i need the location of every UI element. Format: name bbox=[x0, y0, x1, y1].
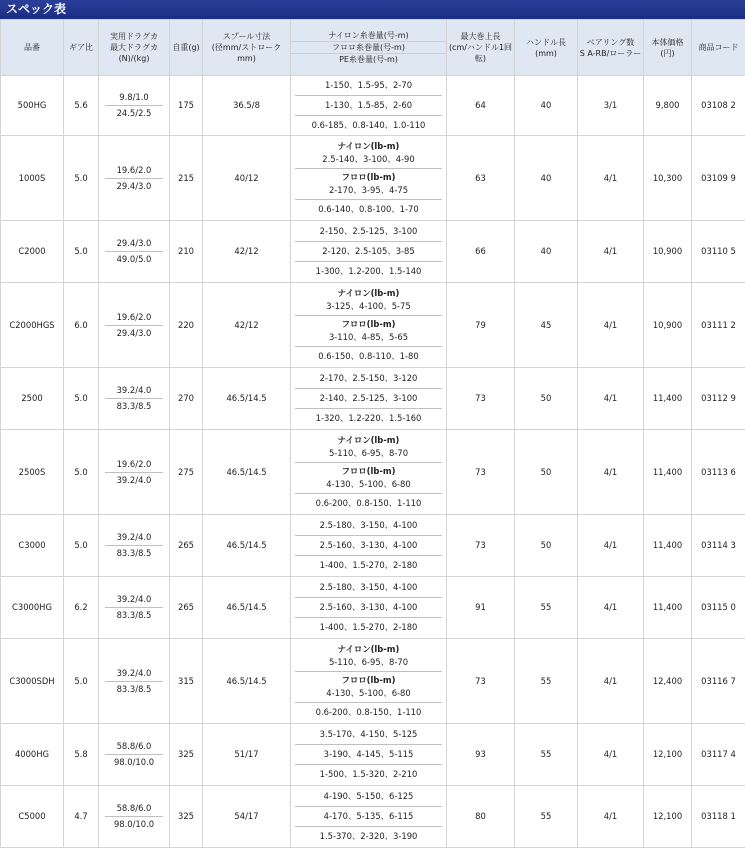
line-capacity-entry bbox=[295, 316, 442, 347]
table-row bbox=[1, 76, 745, 136]
header-price-unit: (円) bbox=[644, 48, 691, 59]
retrieve-cell: 80 bbox=[447, 786, 515, 848]
header-code: 商品コード bbox=[692, 20, 745, 76]
line-capacity-value: 2.5-160、3-130、4-100 bbox=[295, 601, 442, 614]
line-capacity-entry bbox=[295, 765, 442, 784]
header-handle-unit: (mm) bbox=[515, 48, 577, 59]
line-capacity-cell bbox=[291, 786, 447, 848]
line-capacity-label: フロロ(lb-m) bbox=[295, 318, 442, 331]
line-capacity-entry bbox=[295, 432, 442, 463]
bearing-cell: 4/1 bbox=[578, 724, 644, 786]
line-capacity-value: 2.5-160、3-130、4-100 bbox=[295, 539, 442, 552]
line-capacity-value: 0.6-185、0.8-140、1.0-110 bbox=[295, 119, 442, 132]
price-cell: 10,900 bbox=[644, 283, 692, 368]
line-capacity-value: 0.6-150、0.8-110、1-80 bbox=[295, 350, 442, 363]
retrieve-cell: 73 bbox=[447, 515, 515, 577]
line-capacity-value: 3.5-170、4-150、5-125 bbox=[295, 728, 442, 741]
model-cell: 1000S bbox=[1, 136, 64, 221]
line-capacity-value: 2.5-180、3-150、4-100 bbox=[295, 581, 442, 594]
header-spool-title: スプール寸法 bbox=[203, 31, 290, 42]
drag-actual-value: 58.8/6.0 bbox=[105, 739, 163, 755]
bearing-cell: 4/1 bbox=[578, 639, 644, 724]
line-capacity-value: 1-500、1.5-320、2-210 bbox=[295, 768, 442, 781]
gear-ratio-cell: 5.0 bbox=[64, 136, 99, 221]
spool-cell: 46.5/14.5 bbox=[203, 430, 291, 515]
drag-cell bbox=[99, 283, 170, 368]
bearing-cell: 4/1 bbox=[578, 577, 644, 639]
product-code-cell: 03118 1 bbox=[692, 786, 745, 848]
line-capacity-value: 2.5-140、3-100、4-90 bbox=[295, 153, 442, 166]
drag-actual-value: 39.2/4.0 bbox=[105, 530, 163, 546]
line-capacity-value: 0.6-140、0.8-100、1-70 bbox=[295, 203, 442, 216]
handle-length-cell: 55 bbox=[515, 639, 578, 724]
drag-cell bbox=[99, 724, 170, 786]
line-capacity-value: 2.5-180、3-150、4-100 bbox=[295, 519, 442, 532]
drag-max-value: 29.4/3.0 bbox=[105, 179, 163, 194]
weight-cell: 275 bbox=[170, 430, 203, 515]
line-capacity-entry bbox=[295, 242, 442, 262]
bearing-cell: 3/1 bbox=[578, 76, 644, 136]
line-capacity-entry bbox=[295, 807, 442, 827]
weight-cell: 265 bbox=[170, 515, 203, 577]
price-cell: 10,300 bbox=[644, 136, 692, 221]
product-code-cell: 03114 3 bbox=[692, 515, 745, 577]
drag-cell bbox=[99, 786, 170, 848]
weight-cell: 175 bbox=[170, 76, 203, 136]
line-capacity-entry bbox=[295, 672, 442, 703]
drag-max-value: 83.3/8.5 bbox=[105, 399, 163, 414]
drag-cell bbox=[99, 368, 170, 430]
line-capacity-cell bbox=[291, 515, 447, 577]
line-capacity-entry bbox=[295, 369, 442, 389]
gear-ratio-cell: 6.2 bbox=[64, 577, 99, 639]
drag-actual-value: 29.4/3.0 bbox=[105, 236, 163, 252]
weight-cell: 325 bbox=[170, 786, 203, 848]
price-cell: 11,400 bbox=[644, 368, 692, 430]
handle-length-cell: 50 bbox=[515, 515, 578, 577]
drag-cell bbox=[99, 221, 170, 283]
handle-length-cell: 40 bbox=[515, 136, 578, 221]
model-cell: C3000 bbox=[1, 515, 64, 577]
product-code-cell: 03117 4 bbox=[692, 724, 745, 786]
line-capacity-entry bbox=[295, 200, 442, 219]
weight-cell: 215 bbox=[170, 136, 203, 221]
line-capacity-entry bbox=[295, 138, 442, 169]
line-capacity-cell bbox=[291, 136, 447, 221]
model-cell: 2500S bbox=[1, 430, 64, 515]
spool-cell: 46.5/14.5 bbox=[203, 577, 291, 639]
header-row bbox=[1, 20, 745, 76]
line-capacity-value: 1.5-370、2-320、3-190 bbox=[295, 830, 442, 843]
gear-ratio-cell: 5.0 bbox=[64, 430, 99, 515]
drag-cell bbox=[99, 136, 170, 221]
price-cell: 12,400 bbox=[644, 639, 692, 724]
line-capacity-entry bbox=[295, 262, 442, 281]
drag-max-value: 24.5/2.5 bbox=[105, 106, 163, 121]
product-code-cell: 03116 7 bbox=[692, 639, 745, 724]
table-row bbox=[1, 221, 745, 283]
line-capacity-entry bbox=[295, 96, 442, 116]
header-drag bbox=[99, 20, 170, 76]
model-cell: 2500 bbox=[1, 368, 64, 430]
line-capacity-entry bbox=[295, 463, 442, 494]
line-capacity-cell bbox=[291, 639, 447, 724]
drag-cell bbox=[99, 515, 170, 577]
bearing-cell: 4/1 bbox=[578, 786, 644, 848]
spool-cell: 36.5/8 bbox=[203, 76, 291, 136]
model-cell: C3000HG bbox=[1, 577, 64, 639]
header-capacity bbox=[291, 20, 447, 76]
table-row bbox=[1, 515, 745, 577]
line-capacity-value: 3-110、4-85、5-65 bbox=[295, 331, 442, 344]
spool-cell: 46.5/14.5 bbox=[203, 368, 291, 430]
handle-length-cell: 50 bbox=[515, 430, 578, 515]
price-cell: 12,100 bbox=[644, 724, 692, 786]
header-retrieve-unit: (cm/ハンドル1回転) bbox=[447, 42, 514, 64]
line-capacity-value: 0.6-200、0.8-150、1-110 bbox=[295, 706, 442, 719]
spool-cell: 42/12 bbox=[203, 283, 291, 368]
line-capacity-cell bbox=[291, 430, 447, 515]
price-cell: 10,900 bbox=[644, 221, 692, 283]
line-capacity-entry bbox=[295, 222, 442, 242]
gear-ratio-cell: 5.0 bbox=[64, 368, 99, 430]
weight-cell: 315 bbox=[170, 639, 203, 724]
line-capacity-cell bbox=[291, 368, 447, 430]
table-row bbox=[1, 724, 745, 786]
spool-cell: 51/17 bbox=[203, 724, 291, 786]
line-capacity-label: ナイロン(lb-m) bbox=[295, 287, 442, 300]
spec-table-title: スペック表 bbox=[0, 0, 745, 19]
line-capacity-entry bbox=[295, 516, 442, 536]
retrieve-cell: 73 bbox=[447, 368, 515, 430]
gear-ratio-cell: 5.0 bbox=[64, 639, 99, 724]
drag-max-value: 98.0/10.0 bbox=[105, 817, 163, 832]
drag-max-value: 49.0/5.0 bbox=[105, 252, 163, 267]
drag-max-value: 83.3/8.5 bbox=[105, 546, 163, 561]
line-capacity-cell bbox=[291, 724, 447, 786]
drag-cell bbox=[99, 76, 170, 136]
line-capacity-cell bbox=[291, 283, 447, 368]
header-handle bbox=[515, 20, 578, 76]
retrieve-cell: 93 bbox=[447, 724, 515, 786]
line-capacity-label: フロロ(lb-m) bbox=[295, 171, 442, 184]
drag-actual-value: 19.6/2.0 bbox=[105, 163, 163, 179]
line-capacity-label: フロロ(lb-m) bbox=[295, 674, 442, 687]
header-bearing bbox=[578, 20, 644, 76]
model-cell: 500HG bbox=[1, 76, 64, 136]
line-capacity-value: 1-130、1.5-85、2-60 bbox=[295, 99, 442, 112]
weight-cell: 325 bbox=[170, 724, 203, 786]
spec-table bbox=[0, 19, 745, 848]
header-bearing-title: ベアリング数 bbox=[578, 37, 643, 48]
model-cell: C2000HGS bbox=[1, 283, 64, 368]
spool-cell: 46.5/14.5 bbox=[203, 639, 291, 724]
retrieve-cell: 66 bbox=[447, 221, 515, 283]
spec-table-body bbox=[1, 76, 745, 848]
line-capacity-label: ナイロン(lb-m) bbox=[295, 140, 442, 153]
gear-ratio-cell: 5.6 bbox=[64, 76, 99, 136]
weight-cell: 265 bbox=[170, 577, 203, 639]
handle-length-cell: 40 bbox=[515, 76, 578, 136]
line-capacity-entry bbox=[295, 116, 442, 135]
bearing-cell: 4/1 bbox=[578, 221, 644, 283]
header-cap-pe: PE糸巻量(号-m) bbox=[291, 54, 446, 65]
bearing-cell: 4/1 bbox=[578, 368, 644, 430]
line-capacity-cell bbox=[291, 221, 447, 283]
spool-cell: 42/12 bbox=[203, 221, 291, 283]
table-row bbox=[1, 430, 745, 515]
line-capacity-entry bbox=[295, 725, 442, 745]
line-capacity-value: 2-120、2.5-105、3-85 bbox=[295, 245, 442, 258]
retrieve-cell: 73 bbox=[447, 430, 515, 515]
price-cell: 11,400 bbox=[644, 577, 692, 639]
header-spool bbox=[203, 20, 291, 76]
header-spool-unit: (径mm/ストロークmm) bbox=[203, 42, 290, 64]
spool-cell: 40/12 bbox=[203, 136, 291, 221]
product-code-cell: 03113 6 bbox=[692, 430, 745, 515]
model-cell: C5000 bbox=[1, 786, 64, 848]
drag-cell bbox=[99, 577, 170, 639]
line-capacity-label: ナイロン(lb-m) bbox=[295, 643, 442, 656]
line-capacity-entry bbox=[295, 578, 442, 598]
line-capacity-entry bbox=[295, 169, 442, 200]
header-weight: 自重(g) bbox=[170, 20, 203, 76]
line-capacity-value: 2-140、2.5-125、3-100 bbox=[295, 392, 442, 405]
drag-actual-value: 9.8/1.0 bbox=[105, 90, 163, 106]
price-cell: 9,800 bbox=[644, 76, 692, 136]
line-capacity-entry bbox=[295, 787, 442, 807]
table-row bbox=[1, 577, 745, 639]
drag-max-value: 83.3/8.5 bbox=[105, 608, 163, 623]
line-capacity-entry bbox=[295, 285, 442, 316]
gear-ratio-cell: 6.0 bbox=[64, 283, 99, 368]
table-row bbox=[1, 786, 745, 848]
product-code-cell: 03112 9 bbox=[692, 368, 745, 430]
retrieve-cell: 63 bbox=[447, 136, 515, 221]
table-row bbox=[1, 283, 745, 368]
retrieve-cell: 73 bbox=[447, 639, 515, 724]
table-row bbox=[1, 136, 745, 221]
spool-cell: 46.5/14.5 bbox=[203, 515, 291, 577]
bearing-cell: 4/1 bbox=[578, 515, 644, 577]
drag-max-value: 98.0/10.0 bbox=[105, 755, 163, 770]
gear-ratio-cell: 5.0 bbox=[64, 515, 99, 577]
line-capacity-value: 1-150、1.5-95、2-70 bbox=[295, 79, 442, 92]
price-cell: 12,100 bbox=[644, 786, 692, 848]
header-handle-title: ハンドル長 bbox=[515, 37, 577, 48]
drag-actual-value: 39.2/4.0 bbox=[105, 666, 163, 682]
handle-length-cell: 45 bbox=[515, 283, 578, 368]
line-capacity-value: 5-110、6-95、8-70 bbox=[295, 656, 442, 669]
drag-cell bbox=[99, 430, 170, 515]
drag-max-value: 29.4/3.0 bbox=[105, 326, 163, 341]
bearing-cell: 4/1 bbox=[578, 136, 644, 221]
drag-max-value: 39.2/4.0 bbox=[105, 473, 163, 488]
drag-actual-value: 58.8/6.0 bbox=[105, 801, 163, 817]
header-bearing-unit: S A-RB/ローラー bbox=[578, 48, 643, 59]
line-capacity-entry bbox=[295, 618, 442, 637]
line-capacity-cell bbox=[291, 577, 447, 639]
header-model: 品番 bbox=[1, 20, 64, 76]
drag-actual-value: 19.6/2.0 bbox=[105, 310, 163, 326]
line-capacity-entry bbox=[295, 389, 442, 409]
table-row bbox=[1, 368, 745, 430]
line-capacity-value: 4-130、5-100、6-80 bbox=[295, 478, 442, 491]
handle-length-cell: 55 bbox=[515, 724, 578, 786]
line-capacity-value: 1-300、1.2-200、1.5-140 bbox=[295, 265, 442, 278]
gear-ratio-cell: 5.8 bbox=[64, 724, 99, 786]
line-capacity-value: 3-125、4-100、5-75 bbox=[295, 300, 442, 313]
line-capacity-entry bbox=[295, 409, 442, 428]
table-row bbox=[1, 639, 745, 724]
line-capacity-value: 5-110、6-95、8-70 bbox=[295, 447, 442, 460]
weight-cell: 270 bbox=[170, 368, 203, 430]
header-retrieve-title: 最大巻上長 bbox=[447, 31, 514, 42]
price-cell: 11,400 bbox=[644, 515, 692, 577]
spool-cell: 54/17 bbox=[203, 786, 291, 848]
line-capacity-value: 2-150、2.5-125、3-100 bbox=[295, 225, 442, 238]
weight-cell: 210 bbox=[170, 221, 203, 283]
drag-actual-value: 39.2/4.0 bbox=[105, 383, 163, 399]
line-capacity-entry bbox=[295, 745, 442, 765]
handle-length-cell: 55 bbox=[515, 786, 578, 848]
price-cell: 11,400 bbox=[644, 430, 692, 515]
weight-cell: 220 bbox=[170, 283, 203, 368]
line-capacity-value: 4-190、5-150、6-125 bbox=[295, 790, 442, 803]
header-drag-unit: (N)/(kg) bbox=[99, 53, 169, 64]
line-capacity-entry bbox=[295, 598, 442, 618]
line-capacity-value: 1-320、1.2-220、1.5-160 bbox=[295, 412, 442, 425]
line-capacity-value: 2-170、2.5-150、3-120 bbox=[295, 372, 442, 385]
drag-max-value: 83.3/8.5 bbox=[105, 682, 163, 697]
model-cell: 4000HG bbox=[1, 724, 64, 786]
line-capacity-value: 4-130、5-100、6-80 bbox=[295, 687, 442, 700]
model-cell: C2000 bbox=[1, 221, 64, 283]
line-capacity-entry bbox=[295, 347, 442, 366]
line-capacity-value: 4-170、5-135、6-115 bbox=[295, 810, 442, 823]
retrieve-cell: 64 bbox=[447, 76, 515, 136]
line-capacity-entry bbox=[295, 703, 442, 722]
line-capacity-entry bbox=[295, 76, 442, 96]
line-capacity-entry bbox=[295, 494, 442, 513]
line-capacity-value: 3-190、4-145、5-115 bbox=[295, 748, 442, 761]
header-drag-actual: 実用ドラグカ bbox=[99, 31, 169, 42]
gear-ratio-cell: 5.0 bbox=[64, 221, 99, 283]
drag-actual-value: 19.6/2.0 bbox=[105, 457, 163, 473]
header-price-title: 本体価格 bbox=[644, 37, 691, 48]
retrieve-cell: 79 bbox=[447, 283, 515, 368]
line-capacity-value: 1-400、1.5-270、2-180 bbox=[295, 559, 442, 572]
handle-length-cell: 55 bbox=[515, 577, 578, 639]
header-gear: ギア比 bbox=[64, 20, 99, 76]
line-capacity-entry bbox=[295, 641, 442, 672]
gear-ratio-cell: 4.7 bbox=[64, 786, 99, 848]
line-capacity-value: 1-400、1.5-270、2-180 bbox=[295, 621, 442, 634]
line-capacity-cell bbox=[291, 76, 447, 136]
line-capacity-value: 0.6-200、0.8-150、1-110 bbox=[295, 497, 442, 510]
header-cap-nylon: ナイロン糸巻量(号-m) bbox=[291, 30, 446, 42]
product-code-cell: 03110 5 bbox=[692, 221, 745, 283]
model-cell: C3000SDH bbox=[1, 639, 64, 724]
product-code-cell: 03108 2 bbox=[692, 76, 745, 136]
line-capacity-entry bbox=[295, 556, 442, 575]
handle-length-cell: 50 bbox=[515, 368, 578, 430]
line-capacity-entry bbox=[295, 827, 442, 846]
product-code-cell: 03109 9 bbox=[692, 136, 745, 221]
bearing-cell: 4/1 bbox=[578, 283, 644, 368]
retrieve-cell: 91 bbox=[447, 577, 515, 639]
header-cap-fluoro: フロロ糸巻量(号-m) bbox=[291, 42, 446, 54]
line-capacity-entry bbox=[295, 536, 442, 556]
product-code-cell: 03115 0 bbox=[692, 577, 745, 639]
line-capacity-label: ナイロン(lb-m) bbox=[295, 434, 442, 447]
bearing-cell: 4/1 bbox=[578, 430, 644, 515]
header-price bbox=[644, 20, 692, 76]
drag-cell bbox=[99, 639, 170, 724]
product-code-cell: 03111 2 bbox=[692, 283, 745, 368]
line-capacity-label: フロロ(lb-m) bbox=[295, 465, 442, 478]
header-retrieve bbox=[447, 20, 515, 76]
line-capacity-value: 2-170、3-95、4-75 bbox=[295, 184, 442, 197]
drag-actual-value: 39.2/4.0 bbox=[105, 592, 163, 608]
header-drag-max: 最大ドラグカ bbox=[99, 42, 169, 53]
handle-length-cell: 40 bbox=[515, 221, 578, 283]
